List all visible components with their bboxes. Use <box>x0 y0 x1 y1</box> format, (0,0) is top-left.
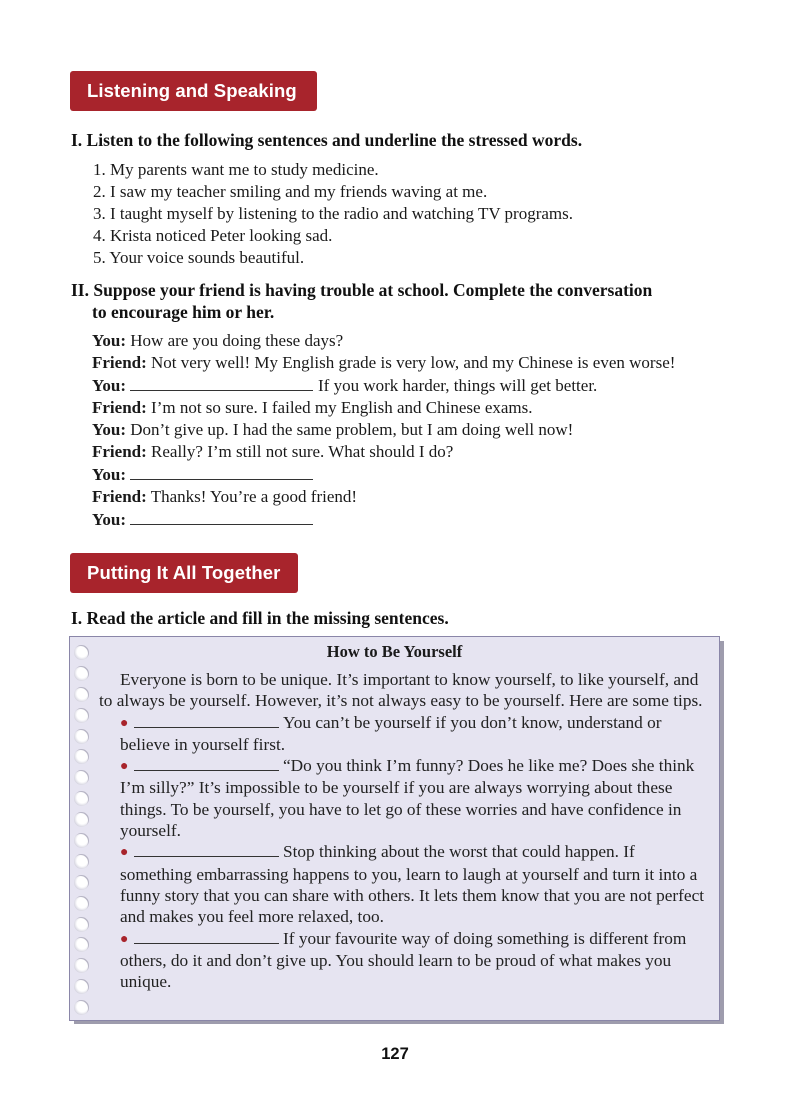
ring-hole-icon <box>74 708 89 723</box>
answer-blank-2[interactable] <box>130 463 313 480</box>
ring-hole-icon <box>74 687 89 702</box>
dialog-line <box>92 463 675 486</box>
ring-hole-icon <box>74 749 89 764</box>
list-item: 3. I taught myself by listening to the radio and watching TV programs. <box>93 204 574 223</box>
section-banner-listening-speaking: Listening and Speaking <box>70 71 317 111</box>
bullet-icon: ● <box>120 931 129 947</box>
answer-blank-1[interactable] <box>130 374 313 391</box>
exercise-2-heading-line1: II. Suppose your friend is having trouble at school. Complete the conversation <box>71 280 653 300</box>
conversation <box>92 330 675 531</box>
dialog-line <box>92 508 675 531</box>
bullet-icon: ● <box>120 715 129 731</box>
speaker-label: Friend: <box>92 398 147 417</box>
bullet-icon: ● <box>120 845 129 861</box>
ring-hole-icon <box>74 1000 89 1015</box>
ring-hole-icon <box>74 875 89 890</box>
ring-hole-icon <box>74 854 89 869</box>
dialog-line <box>92 486 675 508</box>
speaker-label: You: <box>92 465 127 484</box>
ring-hole-icon <box>74 937 89 952</box>
stress-sentence-list <box>93 159 573 269</box>
article-tip <box>99 755 711 841</box>
exercise-1-heading: I. Listen to the following sentences and underline the stressed words. <box>71 130 583 150</box>
list-item: 5. Your voice sounds beautiful. <box>93 248 305 267</box>
tip-text: Stop thinking about the worst that could happen. If something embarrassing happens to you, learn to laugh at yourself and turn it into a funny story that you can share with others. It lets them know that you are not perfect and makes you feel more relaxed, too. <box>120 842 705 927</box>
dialog-text: If you work harder, things will get better. <box>318 376 598 395</box>
speaker-label: Friend: <box>92 353 147 372</box>
article-tip <box>99 928 711 993</box>
dialog-line <box>92 397 675 419</box>
list-item: 2. I saw my teacher smiling and my friends waving at me. <box>93 182 488 201</box>
article-tip <box>99 841 711 927</box>
speaker-label: You: <box>92 376 127 395</box>
speaker-label: You: <box>92 331 127 350</box>
ring-hole-icon <box>74 666 89 681</box>
article-title: How to Be Yourself <box>326 642 463 661</box>
ring-hole-icon <box>74 958 89 973</box>
dialog-line <box>92 441 675 463</box>
ring-hole-icon <box>74 979 89 994</box>
tip-blank-2[interactable] <box>134 756 279 771</box>
ring-hole-icon <box>74 896 89 911</box>
tip-text: “Do you think I’m funny? Does he like me? Does she think I’m silly?” It’s impossible to be yourself if you are always worrying about these things. To be yourself, you have to let go of these worries and have confidence in yourself. <box>120 756 695 841</box>
bullet-icon: ● <box>120 759 129 775</box>
tip-blank-1[interactable] <box>134 713 279 728</box>
dialog-text: Thanks! You’re a good friend! <box>150 487 358 506</box>
tip-text: You can’t be yourself if you don’t know, understand or believe in yourself first. <box>120 712 662 754</box>
ring-hole-icon <box>74 729 89 744</box>
tip-blank-4[interactable] <box>134 929 279 944</box>
dialog-line <box>92 419 675 441</box>
speaker-label: You: <box>92 510 127 529</box>
speaker-label: Friend: <box>92 442 147 461</box>
article-exercise-heading: I. Read the article and fill in the missing sentences. <box>71 608 449 628</box>
dialog-text: Really? I’m still not sure. What should I do? <box>151 442 454 461</box>
answer-blank-3[interactable] <box>130 508 313 525</box>
section-banner-putting-together: Putting It All Together <box>70 553 298 593</box>
ring-hole-icon <box>74 770 89 785</box>
ring-hole-icon <box>74 833 89 848</box>
list-item: 4. Krista noticed Peter looking sad. <box>93 226 333 245</box>
article-intro: Everyone is born to be unique. It’s important to know yourself, to like yourself, and to always be yourself. However, it’s not always easy to be yourself. Here are some tips. <box>99 670 703 711</box>
speaker-label: You: <box>92 420 127 439</box>
ring-hole-icon <box>74 917 89 932</box>
dialog-line <box>92 352 675 374</box>
speaker-label: Friend: <box>92 487 147 506</box>
dialog-text: How are you doing these days? <box>130 331 344 350</box>
article-tip <box>99 712 711 756</box>
exercise-2-heading <box>71 279 652 323</box>
dialog-line <box>92 330 675 352</box>
exercise-2-heading-line2: to encourage him or her. <box>92 302 275 322</box>
tip-blank-3[interactable] <box>134 842 279 857</box>
dialog-text: I’m not so sure. I failed my English and Chinese exams. <box>151 398 533 417</box>
notebook-ring-holes <box>74 645 92 1021</box>
list-item: 1. My parents want me to study medicine. <box>93 160 379 179</box>
dialog-text: Not very well! My English grade is very low, and my Chinese is even worse! <box>151 353 676 372</box>
article-body <box>99 669 711 992</box>
page-number: 127 <box>381 1045 409 1063</box>
ring-hole-icon <box>74 791 89 806</box>
ring-hole-icon <box>74 812 89 827</box>
dialog-line <box>92 374 675 397</box>
tip-text: If your favourite way of doing something is different from others, do it and don’t give up. You should learn to be proud of what makes you unique. <box>120 928 687 992</box>
dialog-text: Don’t give up. I had the same problem, but I am doing well now! <box>130 420 574 439</box>
